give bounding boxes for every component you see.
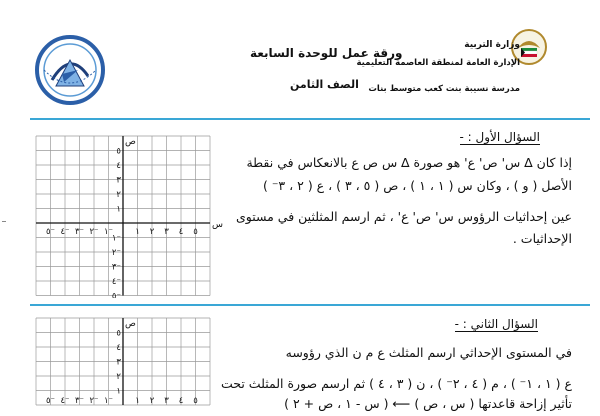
x-tick-label: ٥ bbox=[193, 227, 198, 237]
school-logo bbox=[30, 30, 110, 110]
coordinate-grid-1 bbox=[30, 130, 230, 298]
x-tick-label: ٢ bbox=[149, 396, 155, 406]
x-tick-label: ٣ bbox=[164, 227, 169, 237]
administration-name: الإدارة العامة لمنطقة العاصمة التعليمية bbox=[356, 58, 520, 68]
y-axis-label: ص bbox=[125, 137, 136, 147]
x-tick-label: ٤ bbox=[178, 396, 184, 406]
question-1-text-line: إذا كان ∆ س' ص' ع' هو صورة ∆ س ص ع بالانعكاس في نقطة bbox=[246, 155, 572, 170]
y-tick-label: ٥ bbox=[116, 146, 121, 157]
question-2-text-line: تأثير إزاحة قاعدتها ( س ، ص ) ⟵ ( س - ١ ، ص + ٢ ) bbox=[284, 396, 572, 411]
x-tick-label: ١⁻ bbox=[103, 227, 114, 237]
x-tick-label: ٣⁻ bbox=[74, 227, 85, 237]
question-1-text-line: عين إحداثيات الرؤوس س' ص' ع' ، ثم ارسم المثلثين في مستوى bbox=[235, 209, 572, 224]
y-tick-label: ٤⁻ bbox=[111, 277, 121, 287]
section-divider bbox=[30, 304, 590, 306]
x-tick-label: ٤ bbox=[178, 227, 184, 237]
question-2-text-line: ع ( ١ ، ١⁻ ) ، م ( ٤ ، ٢⁻ ) ، ن ( ٣ ، ٤ ) ثم ارسم صورة المثلث تحت bbox=[221, 376, 572, 391]
worksheet-title: ورقة عمل للوحدة السابعة bbox=[250, 46, 403, 60]
y-tick-label: ٢⁻ bbox=[111, 248, 121, 258]
y-tick-label: ٣⁻ bbox=[111, 262, 121, 273]
question-1-text-line: الأصل ( و ) ، وكان س ( ١ ، ١ ) ، ص ( ٥ ، ٣ ) ، ع ( ٢ ، ٣⁻ ) bbox=[262, 178, 572, 193]
y-tick-label: ٥⁻ bbox=[111, 291, 121, 298]
x-tick-label: ١⁻ bbox=[103, 396, 114, 406]
y-tick-label: ٣ bbox=[116, 175, 121, 186]
question-2-text-line: في المستوى الإحداثي ارسم المثلث ع م ن الذي رؤوسه bbox=[285, 345, 572, 360]
x-tick-label: ٣ bbox=[164, 396, 169, 406]
y-tick-label: ٣ bbox=[116, 357, 121, 368]
margin-mark bbox=[2, 221, 6, 222]
x-tick-label: ٥ bbox=[193, 396, 198, 406]
x-tick-label: ٢⁻ bbox=[89, 396, 99, 406]
y-tick-label: ٤ bbox=[116, 161, 121, 171]
x-tick-label: ٤⁻ bbox=[60, 227, 70, 237]
grade-label: الصف الثامن bbox=[290, 78, 359, 91]
y-tick-label: ٤ bbox=[116, 343, 121, 353]
section-divider bbox=[30, 118, 590, 120]
y-tick-label: ١ bbox=[116, 204, 121, 215]
y-tick-label: ١ bbox=[116, 386, 121, 397]
x-tick-label: ٥⁻ bbox=[45, 227, 56, 237]
x-tick-label: ١ bbox=[135, 227, 140, 237]
school-name: مدرسة نسيبة بنت كعب متوسط بنات bbox=[368, 84, 520, 94]
x-tick-label: ١ bbox=[135, 396, 140, 406]
x-axis-label: س bbox=[212, 220, 223, 230]
y-tick-label: ٢ bbox=[116, 190, 121, 200]
question-2-title: السؤال الثاني : - bbox=[454, 317, 538, 331]
x-tick-label: ٢⁻ bbox=[89, 227, 99, 237]
x-tick-label: ٢ bbox=[149, 227, 155, 237]
question-1-title: السؤال الأول : - bbox=[459, 130, 540, 144]
question-1-text-line: الإحداثيات . bbox=[512, 231, 572, 246]
y-tick-label: ٥ bbox=[116, 328, 121, 339]
coordinate-grid-2 bbox=[30, 312, 230, 416]
y-tick-label: ١⁻ bbox=[111, 233, 121, 244]
x-tick-label: ٤⁻ bbox=[60, 396, 70, 406]
x-tick-label: ٣⁻ bbox=[74, 396, 85, 406]
y-axis-label: ص bbox=[125, 319, 136, 329]
ministry-name: وزارة التربية bbox=[464, 40, 520, 50]
y-tick-label: ٢ bbox=[116, 372, 121, 382]
x-tick-label: ٥⁻ bbox=[45, 396, 56, 406]
